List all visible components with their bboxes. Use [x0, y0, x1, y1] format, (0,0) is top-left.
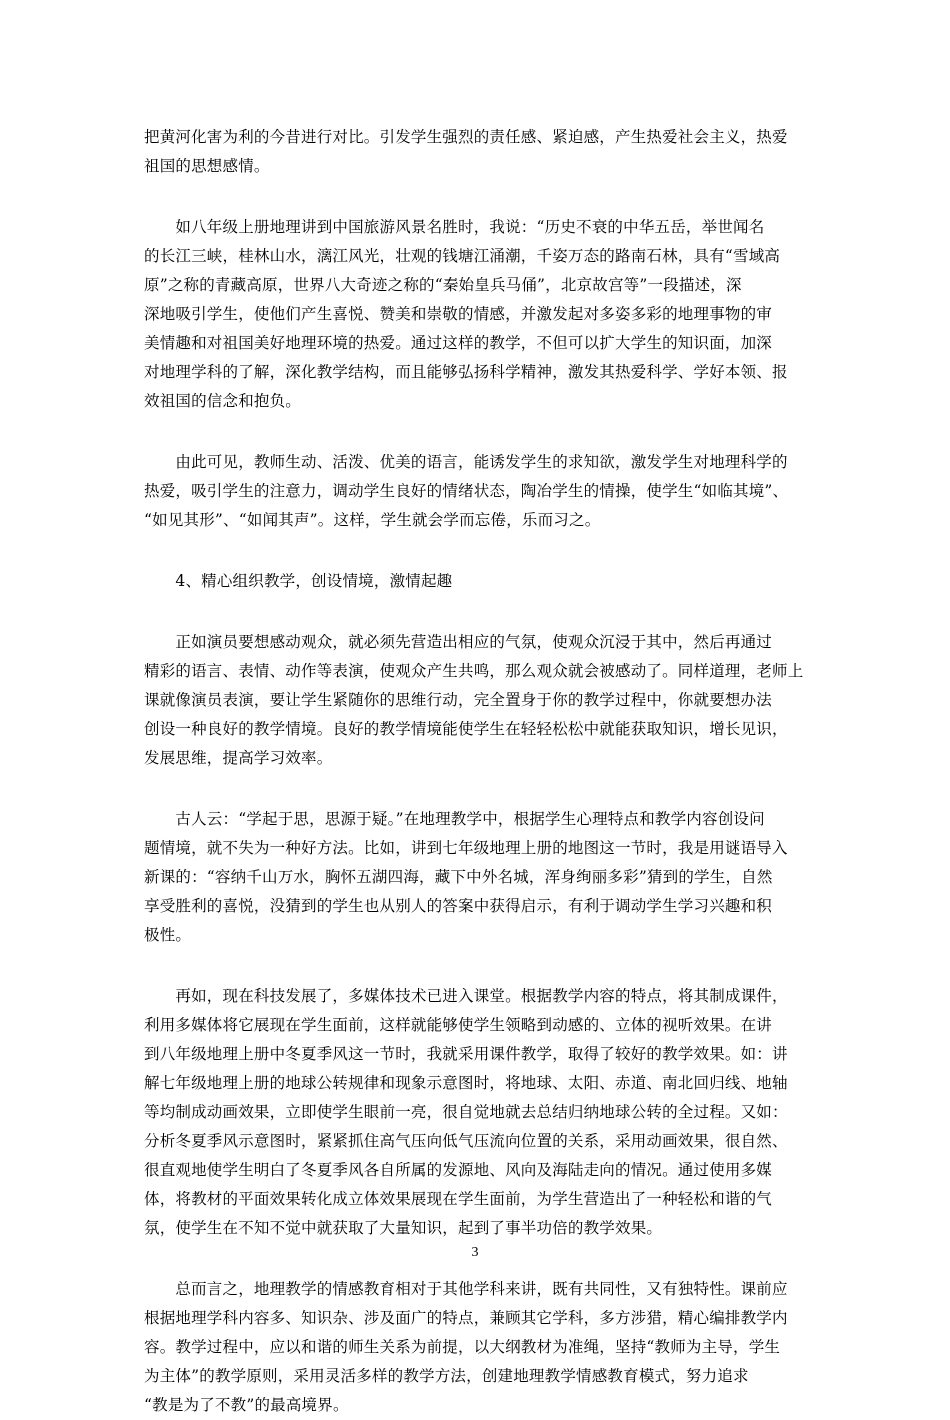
text-line: 题情境，就不失为一种好方法。比如，讲到七年级地理上册的地图这一节时，我是用谜语导入 [144, 839, 788, 857]
text-line: “教是为了不教”的最高境界。 [144, 1396, 349, 1414]
text-line: 分析冬夏季风示意图时，紧紧抓住高气压向低气压流向位置的关系，采用动画效果，很自然、 [144, 1132, 788, 1150]
text-line: 极性。 [144, 926, 192, 944]
text-line: 到八年级地理上册中冬夏季风这一节时，我就采用课件教学，取得了较好的教学效果。如：讲 [144, 1045, 788, 1063]
text-line: 创设一种良好的教学情境。良好的教学情境能使学生在轻轻松松中就能获取知识，增长见识， [144, 720, 788, 738]
text-line: 总而言之，地理教学的情感教育相对于其他学科来讲，既有共同性，又有独特性。课前应 [144, 1280, 788, 1298]
text-line: “如见其形”、“如闻其声”。这样，学生就会学而忘倦，乐而习之。 [144, 511, 601, 529]
text-line: 解七年级地理上册的地球公转规律和现象示意图时，将地球、太阳、赤道、南北回归线、地轴 [144, 1074, 788, 1092]
paragraph-spacer [144, 416, 814, 448]
text-line: 利用多媒体将它展现在学生面前，这样就能够使学生领略到动感的、立体的视听效果。在讲 [144, 1016, 773, 1034]
text-line: 效祖国的信念和抱负。 [144, 392, 302, 410]
text-line: 享受胜利的喜悦，没猜到的学生也从别人的答案中获得启示，有利于调动学生学习兴趣和积 [144, 897, 773, 915]
page-number: 3 [471, 1245, 479, 1260]
paragraph-spacer [144, 535, 814, 567]
text-line: 深地吸引学生，使他们产生喜悦、赞美和崇敬的情感，并激发起对多姿多彩的地理事物的审 [144, 305, 773, 323]
paragraph [144, 213, 814, 416]
paragraph [144, 805, 814, 950]
text-line: 正如演员要想感动观众，就必须先营造出相应的气氛，使观众沉浸于其中，然后再通过 [144, 633, 773, 651]
text-line: 再如，现在科技发展了，多媒体技术已进入课堂。根据教学内容的特点，将其制成课件， [144, 987, 788, 1005]
paragraph-spacer [144, 950, 814, 982]
text-line: 如八年级上册地理讲到中国旅游风景名胜时，我说：“历史不衰的中华五岳，举世闻名 [144, 218, 765, 236]
paragraph-spacer [144, 596, 814, 628]
text-line: 氛，使学生在不知不觉中就获取了大量知识，起到了事半功倍的教学效果。 [144, 1219, 663, 1237]
text-line: 根据地理学科内容多、知识杂、涉及面广的特点，兼顾其它学科，多方涉猎，精心编排教学内 [144, 1309, 788, 1327]
paragraph [144, 628, 814, 773]
body-text [144, 123, 814, 1420]
paragraph-spacer [144, 773, 814, 805]
paragraph [144, 123, 814, 181]
text-line: 祖国的思想感情。 [144, 157, 270, 175]
text-line: 体，将教材的平面效果转化成立体效果展现在学生面前，为学生营造出了一种轻松和谐的气 [144, 1190, 773, 1208]
text-line: 热爱，吸引学生的注意力，调动学生良好的情绪状态，陶冶学生的情操，使学生“如临其境”、 [144, 482, 789, 500]
text-line: 发展思维，提高学习效率。 [144, 749, 333, 767]
text-line: 容。教学过程中，应以和谐的师生关系为前提，以大纲教材为准绳，坚持“教师为主导，学生 [144, 1338, 781, 1356]
paragraph [144, 567, 814, 596]
text-line: 为主体”的教学原则，采用灵活多样的教学方法，创建地理教学情感教育模式，努力追求 [144, 1367, 749, 1385]
paragraph [144, 982, 814, 1243]
text-line: 新课的：“容纳千山万水，胸怀五湖四海，藏下中外名城，浑身绚丽多彩”猜到的学生，自然 [144, 868, 773, 886]
text-line: 等均制成动画效果，立即使学生眼前一亮，很自觉地就去总结归纳地球公转的全过程。又如： [144, 1103, 788, 1121]
paragraph [144, 448, 814, 535]
text-line: 的长江三峡，桂林山水，漓江风光，壮观的钱塘江涌潮，千姿万态的路南石林，具有“雪域高 [144, 247, 781, 265]
text-line: 精彩的语言、表情、动作等表演，使观众产生共鸣，那么观众就会被感动了。同样道理，老师上 [144, 662, 804, 680]
text-line: 原”之称的青藏高原，世界八大奇迹之称的“秦始皇兵马俑”，北京故宫等”一段描述，深 [144, 276, 742, 294]
text-line: 4、精心组织教学，创设情境，激情起趣 [144, 572, 453, 590]
text-line: 由此可见，教师生动、活泼、优美的语言，能诱发学生的求知欲，激发学生对地理科学的 [144, 453, 788, 471]
paragraph [144, 1275, 814, 1420]
text-line: 把黄河化害为利的今昔进行对比。引发学生强烈的责任感、紧迫感，产生热爱社会主义，热爱 [144, 128, 788, 146]
paragraph-spacer [144, 181, 814, 213]
text-line: 对地理学科的了解，深化教学结构，而且能够弘扬科学精神，激发其热爱科学、学好本领、报 [144, 363, 788, 381]
text-line: 古人云：“学起于思，思源于疑。”在地理教学中，根据学生心理特点和教学内容创设问 [144, 810, 765, 828]
text-line: 很直观地使学生明白了冬夏季风各自所属的发源地、风向及海陆走向的情况。通过使用多媒 [144, 1161, 773, 1179]
text-line: 课就像演员表演，要让学生紧随你的思维行动，完全置身于你的教学过程中，你就要想办法 [144, 691, 773, 709]
text-line: 美情趣和对祖国美好地理环境的热爱。通过这样的教学，不但可以扩大学生的知识面，加深 [144, 334, 773, 352]
